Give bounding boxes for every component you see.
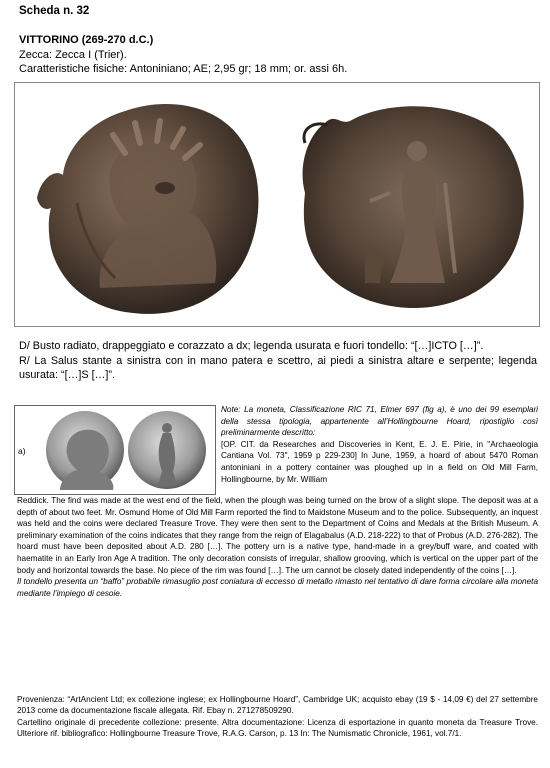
physical-characteristics: Caratteristiche fisiche: Antoniniano; AE; 2,95 gr; 18 mm; or. assi 6h. (19, 63, 348, 75)
note-continued (17, 495, 538, 599)
reference-image (14, 405, 216, 495)
reference-label: a) (18, 446, 26, 456)
note-citation-start: [OP. CIT. da Researches and Discoveries in Kent, E. J. E. Pirie, in "Archaeologia Cantiana Vol. 73", 1959 p 229-230] In June, 1959, a hoard of about 5470 Roman antoniniani in a pottery container was ploughed up in a field on Old Mill Farm, Hollingbourne, by Mr. William (221, 439, 538, 484)
reverse-description: R/ La Salus stante a sinistra con in mano patera e scettro, ai piedi a sinistra altare e serpente; legenda usurata: “[…]S […]”. (19, 354, 537, 381)
provenance-block (17, 694, 538, 740)
reference-coins-svg (15, 406, 215, 494)
provenance-line: Provenienza: “ArtAncient Ltd; ex collezione inglese; ex Hollingbourne Hoard”, Cambridge UK; acquisto ebay (19 $ - 14,09 €) del 27 settembre 2013 come da documentazione fiscale allegata. Rif. Ebay n. 271278509290. (17, 695, 538, 716)
note-citation-rest: Reddick. The find was made at the west end of the field, when the plough was being turned on the brow of a slight slope. The deposit was at a depth of about two feet. Mr. Osmund Home of Old Mill Farm reported the find to Maidstone Museum and to the police. Subsequently, an inquest was held and the coins were declared Treasure Trove. They were then sent to the Department of Coins and Medals at the British Museum. A preliminary examination of the coins indicates that they range from the reign of Elagabalus (A.D. 218-222) to that of Probus (A.D. 276-282). The hoard must have been deposited about A.D. 280 […]. The pottery urn is a native type, hand-made in a grey/buff ware, and coated with haematite in an Early Iron Age A tradition. The only decoration consists of irregular, shallow grooving, which is vertical on the upper part of the body and horizontal towards the base. No piece of the rim was found […]. The urn cannot be closely dated independently of the coins […]. (17, 496, 538, 575)
mint-line: Zecca: Zecca I (Trier). (19, 49, 127, 61)
obverse-description: D/ Busto radiato, drappeggiato e corazzato a dx; legenda usurata e fuori tondello: “[…]ICTO […]”. (19, 340, 484, 352)
coin-photo-svg (15, 83, 539, 326)
note-intro: Note: La moneta, Classificazione RIC 71, Elmer 697 (fig a), è uno dei 99 esemplari della stessa tipologia, appartenente all’Hollingbourne Hoard, ripostiglio così preliminarmente descritto: (221, 405, 538, 438)
documentation-line: Cartellino originale di precedente collezione: presente. Altra documentazione: Licenza di esportazione in quanto moneta da Treasure Trove. Ulteriore rif. bibliografico: Hollingbourne Treasure Trove, R.A.G. Carson, p. 13 In: The Numismatic Chronicle, 1961, vol.7/1. (17, 717, 538, 739)
coin-photo (14, 82, 540, 327)
obverse-coin (37, 104, 258, 314)
reverse-coin (303, 106, 524, 308)
note-block (221, 404, 538, 485)
coin-description (19, 339, 537, 383)
note-italic: Il tondello presenta un “baffo” probabile rimasuglio post coniatura di eccesso di metallo rimasto nel tentativo di dare forma circolare alla moneta mediante l’impiego di cesoie. (17, 577, 538, 598)
ruler-name: VITTORINO (269-270 d.C.) (19, 34, 154, 46)
scheda-number: Scheda n. 32 (19, 5, 90, 17)
